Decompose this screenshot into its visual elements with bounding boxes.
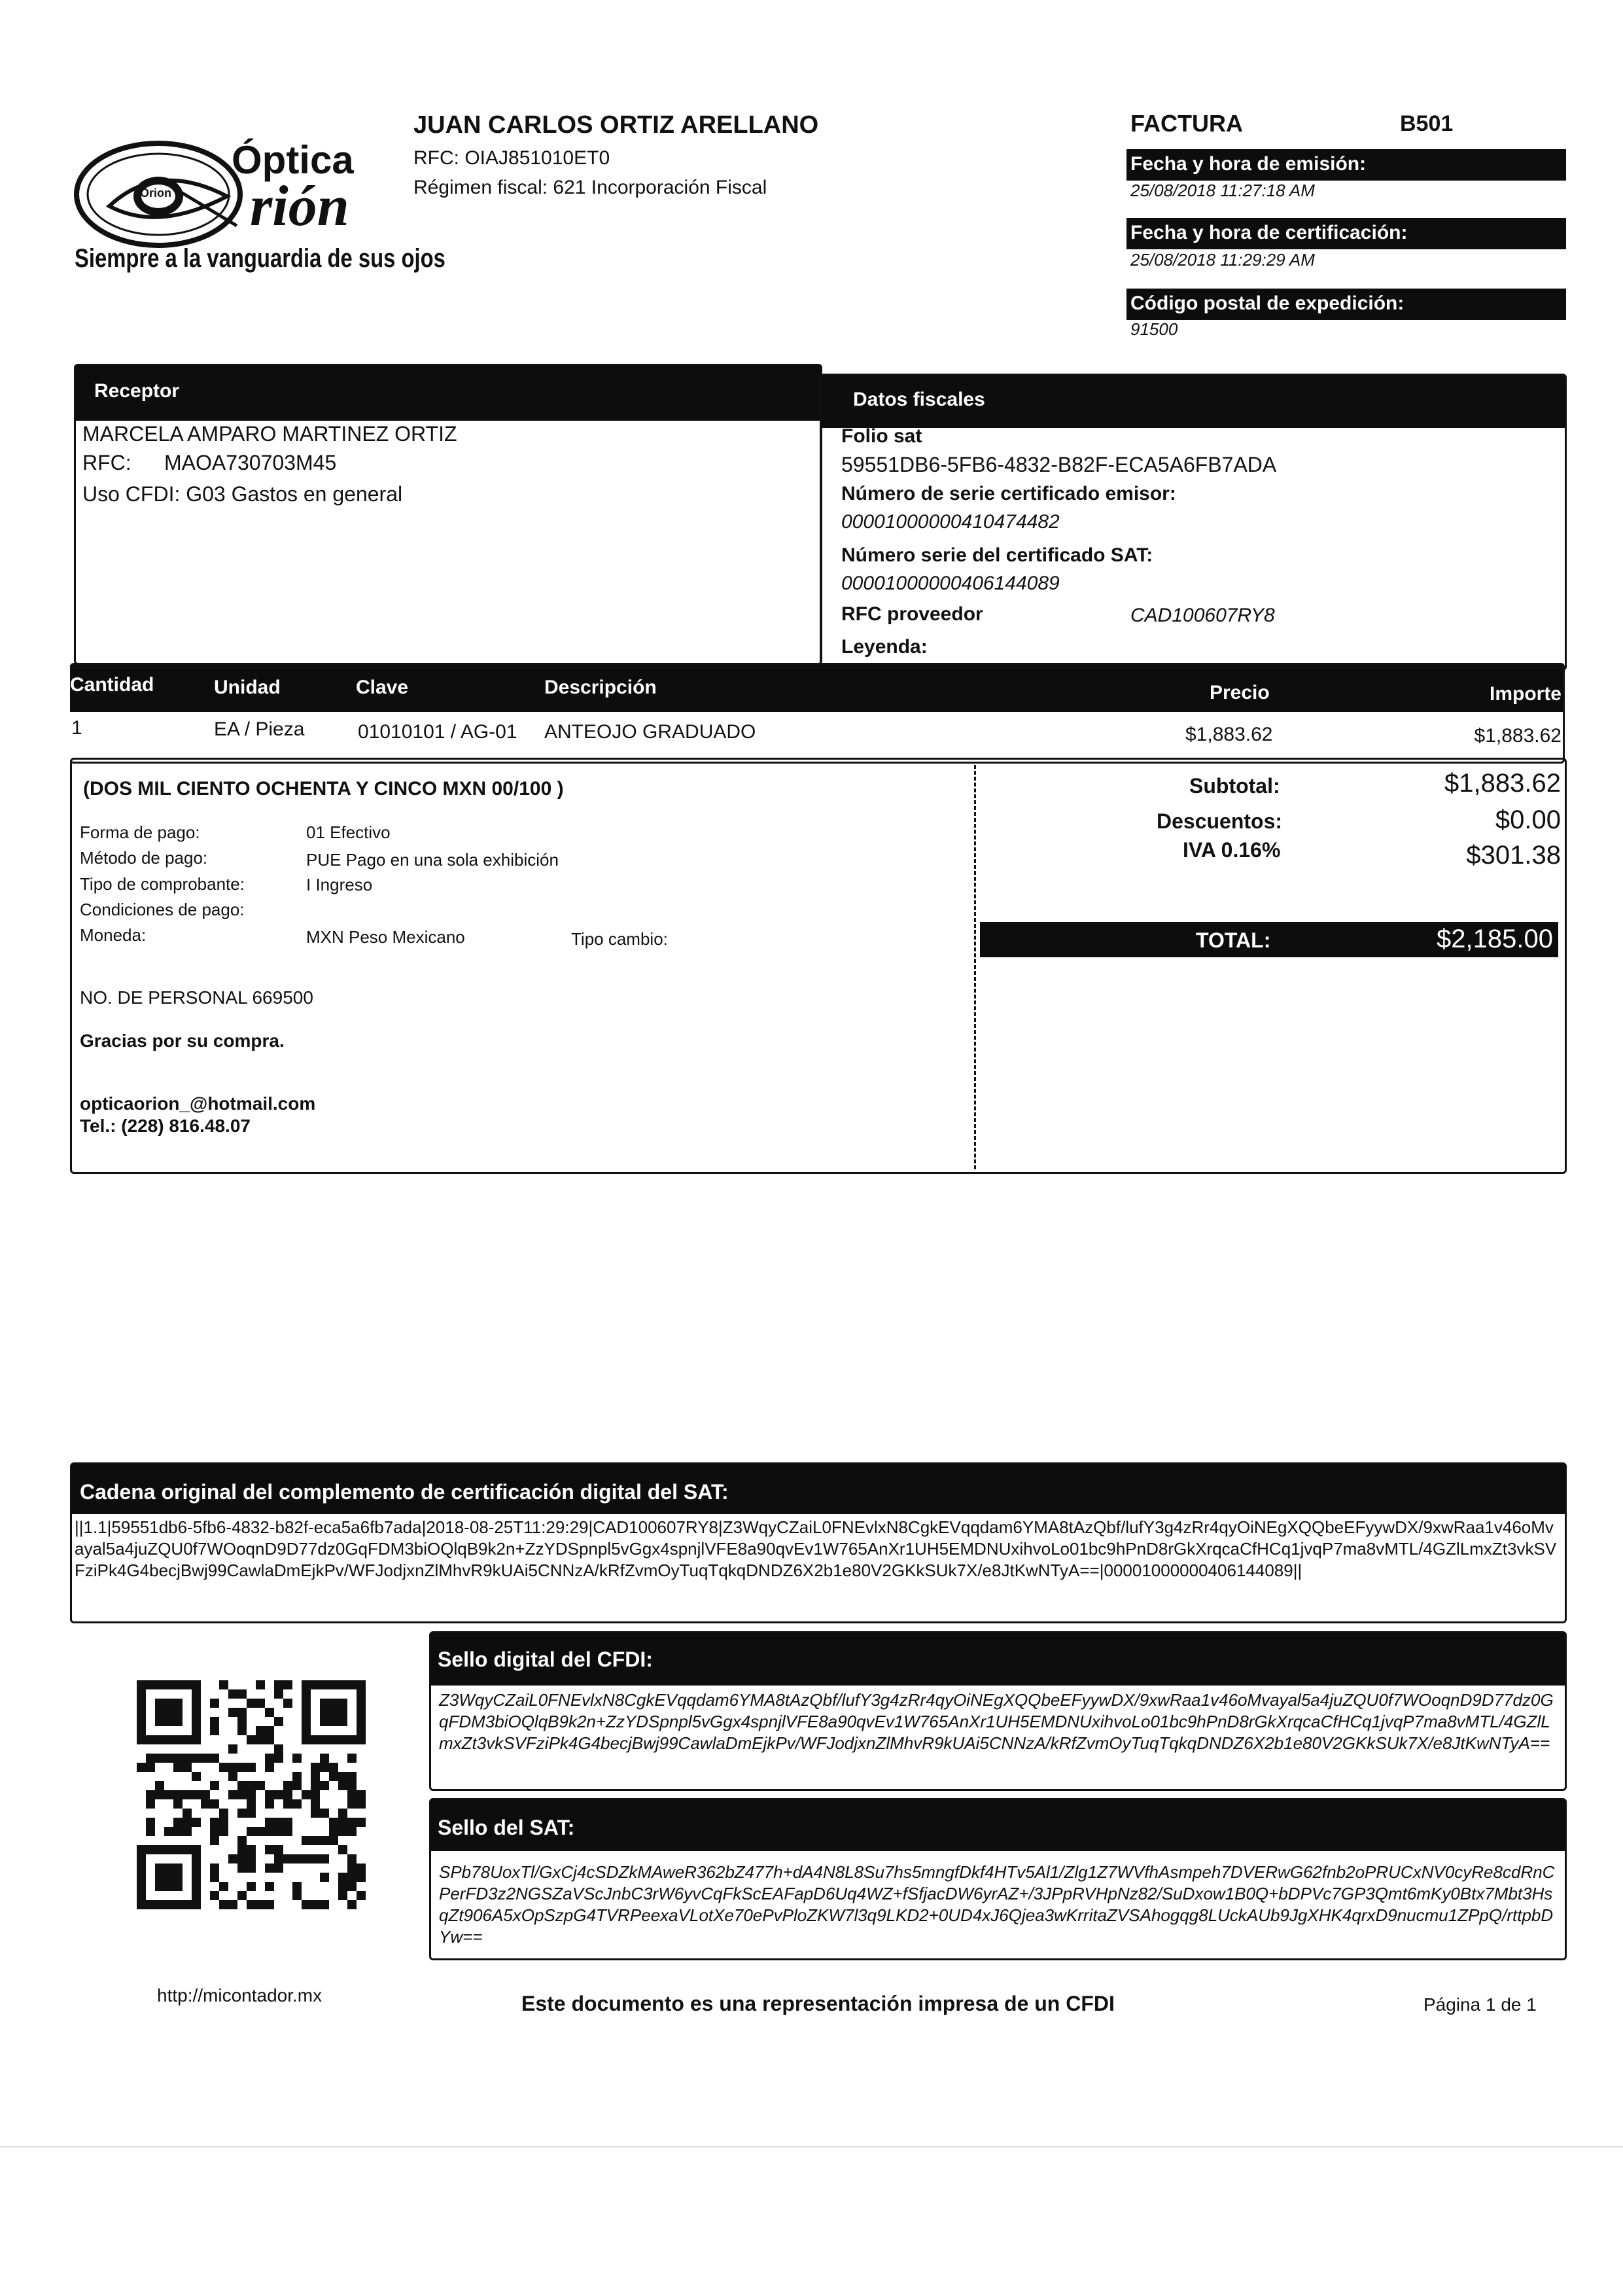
leyenda-label: Leyenda: [841, 636, 928, 658]
summary-divider [974, 765, 976, 1169]
sello-cfdi-header-label: Sello digital del CFDI: [438, 1648, 653, 1671]
sello-sat-box [429, 1798, 1567, 1960]
row-descripcion: ANTEOJO GRADUADO [544, 721, 756, 743]
serie-emisor-label: Número de serie certificado emisor: [841, 483, 1176, 504]
total-row [980, 922, 1558, 957]
personal-number: NO. DE PERSONAL 669500 [80, 987, 313, 1008]
row-importe: $1,883.62 [1474, 725, 1562, 747]
emision-value: 25/08/2018 11:27:18 AM [1130, 181, 1315, 200]
cadena-text: ||1.1|59551db6-5fb6-4832-b82f-eca5a6fb7ada|2018-08-25T11:29:29|CAD100607RY8|Z3WqyCZaiL0FNEvlxN8CgkEVqqdam6YMA8tAzQbf/lufY3g4zRr4qyOiNEgXQQbeEFyywDX/9xwRaa1v46oMvayal5a4juZQU0f7WOoqnD9D77dz0GqFDM3biOQlqB9k2n+ZzYDSpnpl5vGgx4spnjlVFE8a90qvEv1W765AnXr1UH5EMDNUxihvoLo01bc9hPnD8rGkXrqcaCfHCq1jvqP7ma8vMTL/4GZlLmxZt3vkSVFziPk4G4becjBwj99CawlaDmEjkPv/WFJodjxnZlMhvR9kUAi5CNNzA/kRfZvmOyTuqTqkqDNDZ6X2b1e80V2GKkSUk7X/e8JtKwNTyA==|00001000000406144089|| [75, 1517, 1557, 1580]
sello-sat-header [431, 1800, 1565, 1851]
forma-pago-value: 01 Efectivo [306, 822, 391, 842]
items-table [70, 663, 1565, 764]
folio-value: 59551DB6-5FB6-4832-B82F-ECA5A6FB7ADA [841, 453, 1277, 476]
cp-header [1126, 289, 1566, 320]
emision-label: Fecha y hora de emisión: [1130, 153, 1367, 175]
rfc-proveedor-label: RFC proveedor [841, 603, 983, 625]
issuer-regimen: Régimen fiscal: 621 Incorporación Fiscal [413, 177, 767, 198]
tipo-comprobante-value: I Ingreso [306, 875, 373, 894]
qr-grid [137, 1680, 366, 1909]
datos-fiscales-box [820, 374, 1567, 671]
datos-fiscales-header-label: Datos fiscales [853, 389, 985, 410]
receptor-box [74, 364, 822, 665]
datos-fiscales-header [822, 376, 1565, 428]
col-precio: Precio [1210, 682, 1270, 703]
logo [73, 134, 445, 285]
row-unidad: EA / Pieza [214, 718, 305, 740]
sello-sat-header-label: Sello del SAT: [438, 1816, 575, 1839]
metodo-pago-value: PUE Pago en una sola exhibición [306, 850, 559, 870]
col-clave: Clave [356, 677, 409, 698]
cp-value: 91500 [1130, 319, 1178, 339]
cadena-header-label: Cadena original del complemento de certificación digital del SAT: [80, 1480, 729, 1504]
col-cantidad: Cantidad [70, 674, 154, 696]
certificacion-header [1126, 218, 1566, 249]
row-precio: $1,883.62 [1185, 724, 1273, 745]
tipo-cambio-label: Tipo cambio: [571, 929, 668, 949]
rfc-proveedor-value: CAD100607RY8 [1130, 605, 1275, 626]
sello-cfdi-header [431, 1633, 1565, 1686]
total-label: TOTAL: [1196, 928, 1271, 952]
moneda-value: MXN Peso Mexicano [306, 927, 465, 947]
contact-tel: Tel.: (228) 816.48.07 [80, 1116, 251, 1136]
metodo-pago-label: Método de pago: [80, 848, 208, 868]
invoice-number: B501 [1400, 111, 1454, 136]
row-cantidad: 1 [71, 717, 82, 739]
bottom-divider [0, 2146, 1623, 2147]
qr-code [122, 1665, 381, 1924]
items-header-row [70, 665, 1563, 712]
descuentos-value: $0.00 [1495, 805, 1561, 834]
issuer-name: JUAN CARLOS ORTIZ ARELLANO [413, 111, 819, 139]
iva-value: $301.38 [1466, 841, 1561, 870]
receptor-rfc-value: MAOA730703M45 [164, 451, 337, 474]
logo-mark: Orion [140, 186, 171, 200]
cadena-box [70, 1462, 1567, 1623]
receptor-uso-cfdi: Uso CFDI: G03 Gastos en general [82, 482, 403, 506]
sello-cfdi-text: Z3WqyCZaiL0FNEvlxN8CgkEVqqdam6YMA8tAzQbf/lufY3g4zRr4qyOiNEgXQQbeEFyywDX/9xwRaa1v46oMvayal5a4juZQU0f7WOoqnD9D77dz0GqFDM3biOQlqB9k2n+ZzYDSpnpl5vGgx4spnjlVFE8a90qvEv1W765AnXr1UH5EMDNUxihvoLo01bc9hPnD8rGkXrqcaCfHCq1jvqP7ma8vMTL/4GZlLmxZt3vkSVFziPk4G4becjBwj99CawlaDmEjkPv/WFJodjxnZlMhvR9kUAi5CNNzA/kRfZvmOyTuqTqkqDNDZ6X2b1e80V2GKkSUk7X/e8JtKwNTyA== [439, 1690, 1554, 1753]
receptor-header-label: Receptor [94, 380, 180, 402]
serie-sat-label: Número serie del certificado SAT: [841, 544, 1153, 566]
descuentos-label: Descuentos: [1157, 809, 1283, 833]
tipo-comprobante-label: Tipo de comprobante: [80, 874, 245, 894]
page-number: Página 1 de 1 [1423, 1994, 1537, 2015]
logo-tagline: Siempre a la vanguardia de sus ojos [75, 244, 445, 273]
issuer-rfc: RFC: OIAJ851010ET0 [413, 147, 610, 169]
cadena-header [72, 1464, 1565, 1514]
receptor-name: MARCELA AMPARO MARTINEZ ORTIZ [82, 422, 457, 446]
emision-header [1126, 149, 1566, 181]
sello-sat-text: SPb78UoxTl/GxCj4cSDZkMAweR362bZ477h+dA4N8L8Su7hs5mngfDkf4HTv5Al1/Zlg1Z7WVfhAsmpeh7DVERwG62fnb2oPRUCxNV0cyRe8cdRnCPerFD3z2NGSZaVScJnbC3rW6yvCqFkScEAFapD6Uq4WZ+fSfjacDW6yrAZ+/3JPpRVHpNz82/SuDxow1B0Q+bDPVc7GP3Qmt6mKy0Btx7Mbt3HsqZt906A5xOpSzpG4TVRPeexaVLotXe70ePvPloZKW7l3q9LKD2+0UD4xJ6Qjea3wKrritaZVSAhogqg8LUckAUb9JgXHK4qrxD9nucmu1ZPpQ/rttpbDYw== [439, 1862, 1555, 1947]
summary-box [70, 758, 1567, 1174]
iva-label: IVA 0.16% [1183, 838, 1281, 862]
cp-label: Código postal de expedición: [1130, 292, 1405, 314]
folio-label: Folio sat [841, 425, 922, 447]
total-value: $2,185.00 [1437, 925, 1553, 953]
forma-pago-label: Forma de pago: [80, 822, 200, 842]
table-row [70, 712, 1563, 758]
subtotal-label: Subtotal: [1189, 774, 1280, 798]
certificacion-label: Fecha y hora de certificación: [1130, 222, 1408, 243]
subtotal-value: $1,883.62 [1444, 769, 1561, 798]
receptor-rfc-label: RFC: [82, 451, 131, 474]
footer-note: Este documento es una representación impresa de un CFDI [521, 1992, 1115, 2015]
footer-url[interactable]: http://micontador.mx [157, 1985, 323, 2005]
sello-cfdi-box [429, 1631, 1567, 1791]
gracias-text: Gracias por su compra. [80, 1031, 285, 1051]
logo-brand-top: Óptica [232, 138, 354, 182]
col-descripcion: Descripción [544, 677, 657, 698]
moneda-label: Moneda: [80, 925, 147, 945]
serie-sat-value: 00001000000406144089 [841, 573, 1060, 594]
receptor-header [76, 366, 820, 421]
col-unidad: Unidad [214, 677, 281, 698]
serie-emisor-value: 00001000000410474482 [841, 511, 1060, 533]
col-importe: Importe [1489, 683, 1562, 705]
row-clave: 01010101 / AG-01 [358, 721, 517, 743]
condiciones-label: Condiciones de pago: [80, 900, 245, 919]
certificacion-value: 25/08/2018 11:29:29 AM [1130, 250, 1315, 270]
contact-email: opticaorion_@hotmail.com [80, 1093, 316, 1114]
amount-words: (DOS MIL CIENTO OCHENTA Y CINCO MXN 00/100 ) [83, 778, 564, 800]
logo-brand-bottom: rión [250, 175, 349, 238]
invoice-label: FACTURA [1130, 110, 1243, 137]
